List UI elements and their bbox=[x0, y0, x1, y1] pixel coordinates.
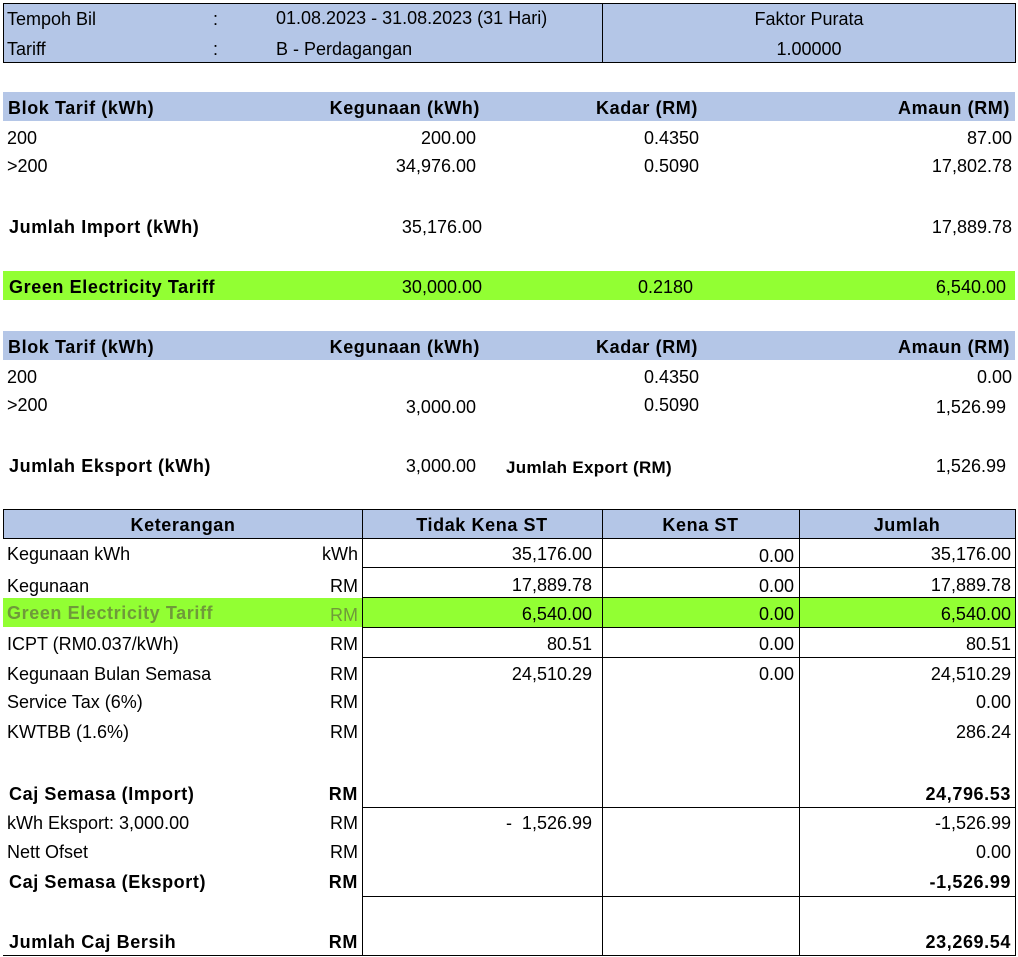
summary-non-st: 17,889.78 bbox=[511, 575, 592, 595]
summary-total: 80.51 bbox=[965, 634, 1011, 654]
import-header-amount: Amaun (RM) bbox=[898, 98, 1010, 118]
summary-total: 6,540.00 bbox=[940, 604, 1011, 624]
summary-desc: Service Tax (6%) bbox=[7, 692, 143, 712]
export-total-amount-label: Jumlah Export (RM) bbox=[506, 458, 672, 477]
green-tariff-label: Green Electricity Tariff bbox=[9, 277, 216, 297]
summary-unit: RM bbox=[328, 784, 358, 804]
summary-unit: RM bbox=[328, 872, 358, 892]
export-total-label: Jumlah Eksport (kWh) bbox=[9, 456, 212, 476]
import-header-rate: Kadar (RM) bbox=[595, 98, 698, 118]
summary-unit: RM bbox=[330, 722, 358, 742]
summary-total: 0.00 bbox=[975, 842, 1011, 862]
summary-st: 0.00 bbox=[758, 604, 794, 624]
import-rate: 0.5090 bbox=[643, 156, 699, 176]
summary-total: 35,176.00 bbox=[930, 544, 1011, 564]
export-rate: 0.5090 bbox=[643, 395, 699, 415]
summary-desc: Caj Semasa (Eksport) bbox=[9, 872, 207, 892]
summary-total: 17,889.78 bbox=[930, 575, 1011, 595]
factor-label: Faktor Purata bbox=[754, 9, 864, 29]
summary-header-desc: Keterangan bbox=[130, 515, 236, 535]
summary-desc: Nett Ofset bbox=[7, 842, 89, 862]
period-label: Tempoh Bil bbox=[7, 9, 97, 29]
summary-st: 0.00 bbox=[758, 576, 794, 596]
import-header-block: Blok Tarif (kWh) bbox=[8, 98, 155, 118]
export-block: >200 bbox=[7, 395, 48, 415]
import-total-label: Jumlah Import (kWh) bbox=[9, 217, 200, 237]
export-amount: 0.00 bbox=[976, 367, 1012, 387]
summary-header-st: Kena ST bbox=[662, 515, 739, 535]
summary-non-st: 6,540.00 bbox=[521, 604, 592, 624]
export-block: 200 bbox=[7, 367, 38, 387]
summary-unit: RM bbox=[328, 932, 358, 952]
green-tariff-amount: 6,540.00 bbox=[935, 277, 1006, 297]
summary-unit: RM bbox=[330, 634, 358, 654]
summary-total: -1,526.99 bbox=[934, 813, 1011, 833]
import-usage: 200.00 bbox=[420, 128, 476, 148]
import-usage: 34,976.00 bbox=[395, 156, 476, 176]
summary-total: 24,510.29 bbox=[930, 664, 1011, 684]
summary-total: 0.00 bbox=[975, 692, 1011, 712]
summary-non-st: 35,176.00 bbox=[511, 544, 592, 564]
import-amount: 87.00 bbox=[966, 128, 1012, 148]
period-value: 01.08.2023 - 31.08.2023 (31 Hari) bbox=[276, 8, 548, 28]
summary-unit: RM bbox=[330, 576, 358, 596]
tariff-label: Tariff bbox=[7, 39, 46, 59]
import-amount: 17,802.78 bbox=[931, 156, 1012, 176]
summary-desc: ICPT (RM0.037/kWh) bbox=[7, 634, 179, 654]
period-separator: : bbox=[213, 9, 219, 29]
import-block: 200 bbox=[7, 128, 38, 148]
export-header-rate: Kadar (RM) bbox=[595, 337, 698, 357]
import-rate: 0.4350 bbox=[643, 128, 699, 148]
tariff-separator: : bbox=[213, 39, 219, 59]
green-tariff-usage: 30,000.00 bbox=[401, 277, 482, 297]
summary-non-st: - 1,526.99 bbox=[505, 813, 592, 833]
summary-unit: kWh bbox=[322, 544, 358, 564]
import-header-usage: Kegunaan (kWh) bbox=[329, 98, 480, 118]
import-total-amount: 17,889.78 bbox=[931, 217, 1012, 237]
export-header-usage: Kegunaan (kWh) bbox=[329, 337, 480, 357]
summary-unit: RM bbox=[330, 692, 358, 712]
summary-desc: kWh Eksport: 3,000.00 bbox=[7, 813, 190, 833]
export-usage: 3,000.00 bbox=[405, 397, 476, 417]
summary-desc: Kegunaan kWh bbox=[7, 544, 131, 564]
summary-desc: Kegunaan Bulan Semasa bbox=[7, 664, 212, 684]
summary-st: 0.00 bbox=[758, 664, 794, 684]
summary-non-st: 80.51 bbox=[546, 634, 592, 654]
import-total-usage: 35,176.00 bbox=[401, 217, 482, 237]
tariff-value: B - Perdagangan bbox=[276, 39, 413, 59]
summary-desc: Jumlah Caj Bersih bbox=[9, 932, 177, 952]
summary-total: -1,526.99 bbox=[929, 872, 1011, 892]
summary-unit: RM bbox=[330, 664, 358, 684]
summary-unit: RM bbox=[330, 813, 358, 833]
summary-st: 0.00 bbox=[758, 634, 794, 654]
summary-total: 24,796.53 bbox=[925, 784, 1011, 804]
export-rate: 0.4350 bbox=[643, 367, 699, 387]
export-total-usage: 3,000.00 bbox=[405, 456, 476, 476]
summary-header-total: Jumlah bbox=[873, 515, 941, 535]
summary-header-non-st: Tidak Kena ST bbox=[416, 515, 548, 535]
summary-total: 286.24 bbox=[955, 722, 1011, 742]
factor-value: 1.00000 bbox=[776, 39, 842, 59]
import-block: >200 bbox=[7, 156, 48, 176]
export-amount: 1,526.99 bbox=[935, 397, 1006, 417]
summary-desc: KWTBB (1.6%) bbox=[7, 722, 130, 742]
export-total-amount: 1,526.99 bbox=[935, 456, 1006, 476]
summary-unit: RM bbox=[330, 605, 358, 625]
export-header-amount: Amaun (RM) bbox=[898, 337, 1010, 357]
summary-desc: Green Electricity Tariff bbox=[7, 603, 214, 623]
summary-unit: RM bbox=[330, 842, 358, 862]
summary-st: 0.00 bbox=[758, 546, 794, 566]
summary-desc: Caj Semasa (Import) bbox=[9, 784, 195, 804]
summary-non-st: 24,510.29 bbox=[511, 664, 592, 684]
summary-total: 23,269.54 bbox=[925, 932, 1011, 952]
export-header-block: Blok Tarif (kWh) bbox=[8, 337, 155, 357]
green-tariff-rate: 0.2180 bbox=[637, 277, 693, 297]
summary-desc: Kegunaan bbox=[7, 576, 90, 596]
